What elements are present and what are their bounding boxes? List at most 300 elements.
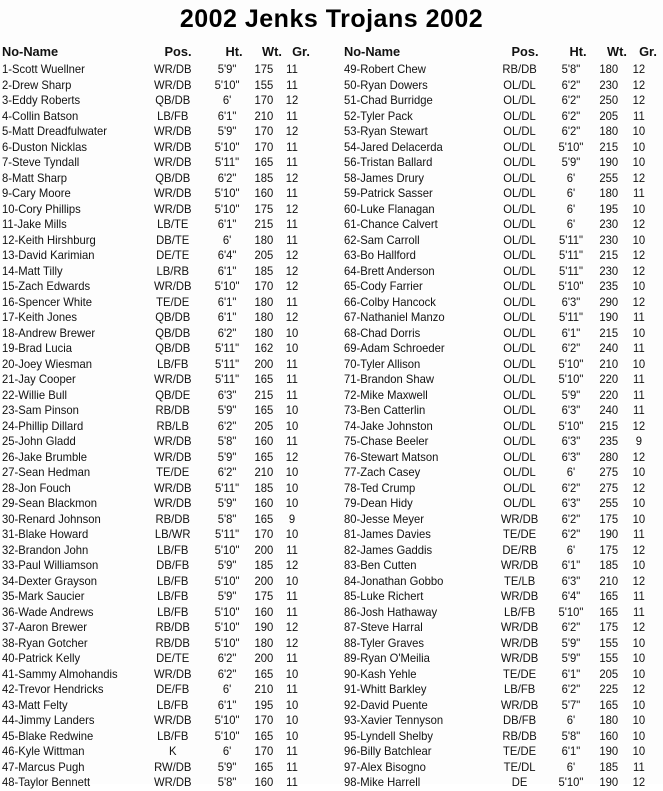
player-grade: 11 (633, 760, 645, 774)
player-grade: 11 (633, 404, 645, 417)
player-name: 56-Tristan Ballard (344, 156, 433, 169)
player-position: RB/DB (502, 63, 537, 76)
player-grade: 11 (286, 543, 298, 557)
player-height: 5'11" (558, 311, 584, 324)
player-position: WR/DB (153, 78, 192, 92)
table-row (344, 543, 652, 559)
player-weight: 170 (254, 94, 274, 107)
player-name: 28-Jon Fouch (2, 481, 71, 495)
player-height: 6'1" (217, 295, 237, 309)
player-grade: 11 (286, 109, 298, 123)
table-row (2, 248, 305, 264)
player-height: 5'8" (561, 63, 581, 76)
player-weight: 160 (254, 776, 274, 789)
player-weight: 165 (254, 760, 274, 774)
table-row (2, 496, 305, 512)
player-position: OL/DL (503, 404, 536, 417)
player-name: 70-Tyler Allison (344, 357, 421, 371)
player-height: 6' (566, 466, 576, 479)
table-row (2, 171, 305, 187)
player-weight: 275 (599, 481, 619, 495)
player-weight: 215 (254, 218, 274, 231)
player-height: 5'11" (558, 233, 584, 247)
table-row (344, 264, 652, 280)
player-position: OL/DL (503, 125, 536, 138)
player-position: WR/DB (153, 187, 192, 200)
player-height: 6'2" (561, 78, 581, 92)
player-height: 6'2" (561, 342, 581, 355)
player-grade: 12 (632, 171, 646, 185)
player-height: 5'8" (217, 435, 237, 448)
player-name: 72-Mike Maxwell (344, 388, 428, 402)
player-name: 5-Matt Dreadfulwater (2, 125, 108, 138)
player-weight: 160 (254, 187, 274, 200)
player-name: 52-Tyler Pack (344, 109, 413, 123)
table-row (2, 372, 305, 388)
player-weight: 170 (254, 125, 274, 138)
player-grade: 11 (286, 745, 298, 758)
player-weight: 290 (599, 295, 619, 309)
player-position: LB/FB (157, 574, 189, 588)
player-position: TE/DE (503, 745, 537, 758)
player-grade: 12 (632, 264, 646, 278)
player-position: RB/DB (155, 404, 190, 417)
player-grade: 12 (285, 450, 299, 464)
player-grade: 11 (286, 388, 298, 402)
table-row (344, 62, 652, 78)
player-position: OL/DL (503, 233, 536, 247)
player-grade: 11 (286, 683, 298, 696)
player-grade: 11 (286, 156, 298, 169)
player-weight: 240 (599, 404, 619, 417)
player-name: 67-Nathaniel Manzo (344, 311, 445, 324)
player-height: 6' (566, 218, 576, 231)
player-grade: 12 (285, 311, 299, 324)
player-height: 5'11" (215, 528, 240, 541)
player-weight: 165 (254, 729, 274, 743)
table-row (2, 279, 305, 295)
player-grade: 9 (288, 512, 296, 526)
player-weight: 185 (254, 559, 274, 572)
player-weight: 180 (599, 187, 619, 200)
player-name: 69-Adam Schroeder (344, 342, 445, 355)
player-grade: 12 (632, 481, 646, 495)
table-row (2, 434, 305, 450)
player-weight: 205 (599, 667, 619, 681)
player-position: TE/DE (503, 528, 537, 541)
player-weight: 225 (599, 683, 619, 696)
player-position: OL/DL (503, 78, 536, 92)
player-weight: 175 (599, 621, 619, 634)
player-name: 51-Chad Burridge (344, 94, 433, 107)
player-name: 22-Willie Bull (2, 388, 68, 402)
player-weight: 180 (254, 326, 274, 340)
player-weight: 160 (254, 435, 274, 448)
player-position: OL/DL (503, 481, 536, 495)
table-row (2, 450, 305, 466)
player-grade: 11 (286, 218, 298, 231)
table-row (2, 589, 305, 605)
player-name: 62-Sam Carroll (344, 233, 420, 247)
player-weight: 175 (254, 63, 274, 76)
player-grade: 10 (632, 698, 646, 712)
player-position: DB/FB (156, 559, 190, 572)
player-grade: 11 (286, 295, 298, 309)
player-height: 6'1" (217, 264, 237, 278)
player-height: 6'1" (217, 698, 237, 712)
header-grade: Gr. (639, 44, 657, 59)
player-grade: 10 (285, 326, 299, 340)
player-height: 6'3" (561, 574, 581, 588)
player-name: 16-Spencer White (2, 295, 93, 309)
player-weight: 160 (254, 605, 274, 619)
player-position: TE/DL (503, 760, 536, 774)
player-weight: 185 (254, 171, 274, 185)
player-weight: 180 (599, 63, 619, 76)
table-row (344, 434, 652, 450)
player-weight: 190 (599, 528, 619, 541)
player-position: WR/DB (153, 140, 192, 154)
player-position: TE/LB (503, 574, 536, 588)
player-name: 9-Cary Moore (2, 187, 71, 200)
player-position: WR/DB (153, 497, 192, 510)
player-height: 5'8" (217, 512, 237, 526)
player-grade: 10 (632, 357, 646, 371)
player-height: 6'2" (217, 652, 237, 665)
player-height: 5'10" (214, 140, 240, 154)
player-position: DB/TE (156, 233, 190, 247)
player-position: LB/FB (503, 683, 536, 696)
player-name: 81-James Davies (344, 528, 431, 541)
player-height: 6'1" (561, 745, 581, 758)
player-name: 15-Zach Edwards (2, 280, 91, 293)
player-weight: 160 (254, 497, 274, 510)
player-name: 68-Chad Dorris (344, 326, 421, 340)
player-weight: 185 (254, 481, 274, 495)
player-name: 3-Eddy Roberts (2, 94, 81, 107)
player-weight: 215 (599, 249, 619, 262)
table-row (2, 605, 305, 621)
player-grade: 10 (632, 636, 646, 650)
player-position: WR/DB (500, 636, 539, 650)
player-weight: 180 (599, 714, 619, 727)
player-name: 13-David Karimian (2, 249, 95, 262)
player-position: WR/DB (153, 667, 192, 681)
player-weight: 162 (254, 342, 274, 355)
player-weight: 165 (254, 667, 274, 681)
player-position: DE/FB (156, 683, 190, 696)
player-name: 88-Tyler Graves (344, 636, 425, 650)
table-row (344, 729, 652, 745)
player-height: 5'9" (561, 652, 581, 665)
player-name: 30-Renard Johnson (2, 512, 101, 526)
player-weight: 190 (599, 156, 619, 169)
player-name: 64-Brett Anderson (344, 264, 435, 278)
table-row (2, 357, 305, 373)
player-grade: 12 (285, 94, 299, 107)
player-name: 10-Cory Phillips (2, 202, 81, 216)
player-grade: 11 (633, 342, 645, 355)
player-height: 6' (566, 714, 576, 727)
player-weight: 170 (254, 280, 274, 293)
player-weight: 205 (599, 109, 619, 123)
table-row (344, 140, 652, 156)
player-grade: 10 (632, 125, 646, 138)
player-grade: 10 (632, 497, 646, 510)
player-position: WR/DB (153, 202, 192, 216)
player-name: 47-Marcus Pugh (2, 760, 85, 774)
player-name: 17-Keith Jones (2, 311, 78, 324)
player-weight: 280 (599, 450, 619, 464)
table-row (344, 233, 652, 249)
player-height: 6'2" (217, 419, 237, 433)
table-row (344, 574, 652, 590)
player-grade: 12 (285, 280, 299, 293)
player-position: OL/DL (503, 388, 536, 402)
table-row (344, 186, 652, 202)
player-grade: 12 (632, 543, 646, 557)
player-name: 53-Ryan Stewart (344, 125, 428, 138)
table-row (2, 124, 305, 140)
table-row (344, 527, 652, 543)
player-grade: 12 (285, 249, 299, 262)
player-weight: 180 (254, 233, 274, 247)
player-height: 5'10" (214, 543, 240, 557)
table-row (2, 620, 305, 636)
player-position: OL/DL (503, 435, 536, 448)
header-weight: Wt. (262, 44, 282, 59)
table-row (2, 310, 305, 326)
player-height: 6'2" (217, 171, 237, 185)
player-height: 6'1" (217, 109, 237, 123)
player-height: 5'10" (214, 621, 240, 634)
player-weight: 165 (254, 404, 274, 417)
column-header-row (2, 42, 314, 62)
table-row (344, 109, 652, 125)
player-height: 5'9" (217, 590, 237, 603)
player-position: OL/DL (503, 373, 536, 386)
player-weight: 175 (599, 512, 619, 526)
player-weight: 190 (254, 621, 274, 634)
player-grade: 10 (285, 574, 299, 588)
player-position: LB/FB (157, 729, 189, 743)
player-position: DE/TE (156, 652, 190, 665)
player-position: WR/DB (500, 621, 539, 634)
table-row (344, 388, 652, 404)
player-grade: 11 (633, 311, 645, 324)
table-row (2, 109, 305, 125)
player-position: OL/DL (503, 342, 536, 355)
player-name: 46-Kyle Wittman (2, 745, 85, 758)
player-height: 5'11" (558, 249, 584, 262)
player-height: 6'3" (561, 450, 581, 464)
player-weight: 230 (599, 78, 619, 92)
player-position: TE/DE (156, 466, 190, 479)
player-grade: 10 (632, 202, 646, 216)
player-weight: 215 (599, 419, 619, 433)
table-row (2, 62, 305, 78)
player-name: 59-Patrick Sasser (344, 187, 433, 200)
player-height: 6'3" (217, 388, 237, 402)
player-position: LB/FB (157, 590, 189, 603)
header-name: No-Name (2, 44, 59, 59)
player-position: OL/DL (503, 295, 536, 309)
player-name: 96-Billy Batchlear (344, 745, 432, 758)
player-position: WR/DB (153, 280, 192, 293)
player-position: WR/DB (153, 776, 192, 789)
player-position: OL/DL (503, 109, 536, 123)
player-grade: 10 (632, 156, 646, 169)
player-height: 5'11" (215, 156, 240, 169)
player-height: 6'3" (561, 497, 581, 510)
player-weight: 235 (599, 280, 619, 293)
player-position: OL/DL (503, 311, 536, 324)
player-weight: 215 (599, 326, 619, 340)
table-row (2, 713, 305, 729)
table-row (344, 558, 652, 574)
player-grade: 10 (632, 652, 646, 665)
player-weight: 205 (254, 249, 274, 262)
table-row (2, 651, 305, 667)
player-name: 78-Ted Crump (344, 481, 416, 495)
player-grade: 10 (632, 466, 646, 479)
player-grade: 11 (286, 233, 298, 247)
player-position: LB/FB (503, 605, 536, 619)
roster-column-right (344, 42, 662, 789)
table-row (344, 775, 652, 791)
player-height: 5'9" (217, 450, 237, 464)
player-grade: 11 (286, 605, 298, 619)
table-row (2, 512, 305, 528)
table-row (344, 341, 652, 357)
player-position: LB/WR (154, 528, 191, 541)
player-weight: 155 (599, 652, 619, 665)
player-name: 24-Phillip Dillard (2, 419, 84, 433)
table-row (344, 279, 652, 295)
player-height: 6'1" (217, 311, 237, 324)
player-weight: 175 (599, 543, 619, 557)
player-weight: 220 (599, 373, 619, 386)
player-name: 20-Joey Wiesman (2, 357, 93, 371)
player-name: 2-Drew Sharp (2, 78, 72, 92)
player-weight: 220 (599, 388, 619, 402)
player-grade: 12 (632, 295, 646, 309)
player-weight: 165 (599, 590, 619, 603)
player-name: 25-John Gladd (2, 435, 76, 448)
player-height: 5'10" (558, 140, 584, 154)
player-position: WR/DB (500, 590, 539, 603)
player-height: 5'9" (561, 156, 581, 169)
player-position: RB/DB (502, 729, 537, 743)
player-name: 38-Ryan Gotcher (2, 636, 88, 650)
player-weight: 170 (254, 528, 274, 541)
player-name: 6-Duston Nicklas (2, 140, 88, 154)
player-grade: 10 (285, 528, 299, 541)
player-grade: 12 (285, 202, 299, 216)
table-row (2, 202, 305, 218)
player-name: 86-Josh Hathaway (344, 605, 438, 619)
table-row (2, 636, 305, 652)
table-row (2, 388, 305, 404)
player-weight: 180 (254, 311, 274, 324)
player-name: 93-Xavier Tennyson (344, 714, 444, 727)
player-height: 6'1" (217, 218, 237, 231)
table-row (344, 326, 652, 342)
player-grade: 12 (285, 621, 299, 634)
player-name: 33-Paul Williamson (2, 559, 99, 572)
player-grade: 11 (286, 357, 298, 371)
player-position: RB/DB (155, 636, 190, 650)
header-grade: Gr. (292, 44, 310, 59)
table-row (2, 419, 305, 435)
player-weight: 155 (254, 78, 274, 92)
player-grade: 12 (632, 683, 646, 696)
player-grade: 12 (632, 621, 646, 634)
player-position: WR/DB (153, 63, 192, 76)
player-name: 58-James Drury (344, 171, 424, 185)
player-name: 87-Steve Harral (344, 621, 423, 634)
table-row (344, 450, 652, 466)
player-grade: 10 (285, 419, 299, 433)
player-position: DE (511, 776, 528, 789)
table-row (344, 93, 652, 109)
table-row (344, 698, 652, 714)
player-position: WR/DB (153, 435, 192, 448)
table-row (344, 248, 652, 264)
player-height: 6'2" (561, 528, 581, 541)
table-row (344, 310, 652, 326)
header-name: No-Name (344, 44, 401, 59)
player-weight: 175 (254, 590, 274, 603)
player-position: WR/DB (153, 450, 192, 464)
player-name: 34-Dexter Grayson (2, 574, 98, 588)
player-name: 73-Ben Catterlin (344, 404, 426, 417)
player-height: 5'11" (215, 342, 240, 355)
table-row (2, 682, 305, 698)
table-row (2, 217, 305, 233)
player-height: 6' (566, 202, 576, 216)
player-weight: 170 (254, 745, 274, 758)
player-height: 5'8" (561, 729, 581, 743)
player-height: 5'9" (217, 404, 237, 417)
player-height: 6'2" (561, 512, 581, 526)
player-weight: 200 (254, 543, 274, 557)
player-name: 42-Trevor Hendricks (2, 683, 104, 696)
player-name: 54-Jared Delacerda (344, 140, 443, 154)
player-position: OL/DL (503, 140, 536, 154)
table-row (2, 667, 305, 683)
player-position: LB/FB (157, 543, 189, 557)
player-height: 6' (222, 233, 232, 247)
player-height: 5'10" (558, 776, 584, 789)
player-grade: 10 (285, 466, 299, 479)
player-grade: 11 (633, 605, 645, 619)
player-height: 6'2" (217, 466, 237, 479)
player-grade: 11 (633, 109, 645, 123)
table-row (344, 636, 652, 652)
player-position: RB/DB (155, 621, 190, 634)
player-weight: 235 (599, 435, 619, 448)
player-weight: 190 (599, 311, 619, 324)
player-weight: 185 (599, 559, 619, 572)
player-grade: 12 (285, 636, 299, 650)
player-name: 7-Steve Tyndall (2, 156, 80, 169)
player-position: OL/DL (503, 466, 536, 479)
player-weight: 230 (599, 233, 619, 247)
player-grade: 11 (286, 760, 298, 774)
player-position: DB/FB (503, 714, 537, 727)
player-grade: 12 (632, 78, 646, 92)
